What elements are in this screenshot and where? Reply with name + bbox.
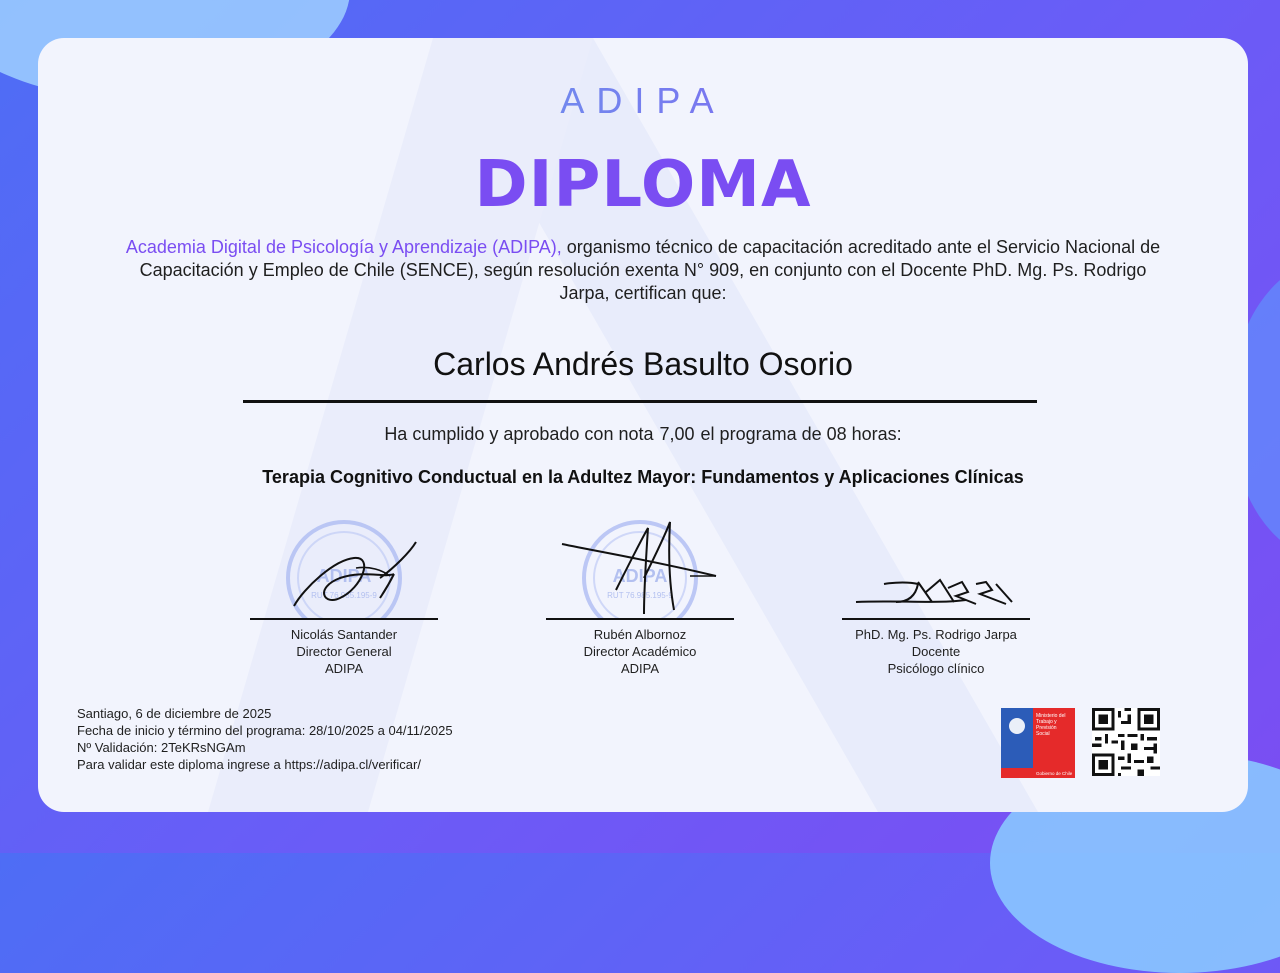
signature-seal-1 — [244, 518, 444, 618]
signatory-org: ADIPA — [324, 661, 364, 676]
signatory-info — [816, 626, 1056, 677]
diploma-card — [38, 38, 1248, 812]
svg-text:ADIPA: ADIPA — [612, 566, 668, 586]
svg-text:RUT 76.985.195-9: RUT 76.985.195-9 — [607, 591, 673, 600]
page-title: DIPLOMA — [474, 148, 812, 222]
signatory-role: Docente — [911, 644, 961, 659]
ministerio-trabajo-logo-icon — [1001, 708, 1075, 778]
adipa-logo: ADIPA — [38, 80, 1248, 122]
svg-text:ADIPA: ADIPA — [316, 566, 372, 586]
program-title: Terapia Cognitivo Conductual en la Adultez Mayor: Fundamentos y Aplicaciones Clínicas — [262, 467, 1024, 487]
verify-text: Para validar este diploma ingrese a https://adipa.cl/verificar/ — [77, 757, 421, 772]
signatory-org: Psicólogo clínico — [887, 661, 985, 676]
intro-paragraph — [38, 236, 1248, 305]
signatory-org: ADIPA — [620, 661, 660, 676]
svg-text:Gobierno de Chile: Gobierno de Chile — [1036, 771, 1073, 776]
svg-text:Social: Social — [1036, 731, 1050, 737]
signatory-role: Director Académico — [583, 644, 697, 659]
recipient-name: Carlos Andrés Basulto Osorio — [433, 346, 853, 382]
organization-name: Academia Digital de Psicología y Aprendizaje (ADIPA), — [125, 237, 562, 257]
svg-text:Trabajo y: Trabajo y — [1036, 719, 1057, 725]
diploma-footer — [77, 705, 453, 773]
validation-code: 2TeKRsNGAm — [161, 740, 246, 755]
grade-value: 7,00 — [659, 424, 695, 444]
place-date: Santiago, 6 de diciembre de 2025 — [77, 706, 272, 721]
intro-text: organismo técnico de capacitación acreditado ante el Servicio Nacional de Capacitación y Empleo de Chile (SENCE), según resolución exenta N° 909, en conjunto con el Docente PhD. Mg. Ps. Rodrigo Jarpa, certifican que: — [139, 237, 1161, 303]
approval-line — [38, 424, 1248, 445]
signature-line — [546, 618, 734, 620]
validation-label: Nº Validación: — [77, 740, 158, 755]
signatory-name: Nicolás Santander — [290, 627, 398, 642]
signature-line — [842, 618, 1030, 620]
signatory-role: Director General — [296, 644, 392, 659]
svg-text:RUT 76.985.195-9: RUT 76.985.195-9 — [311, 591, 377, 600]
signatory-name: PhD. Mg. Ps. Rodrigo Jarpa — [855, 627, 1017, 642]
signatory-info — [224, 626, 464, 677]
signature-jarpa — [836, 518, 1036, 618]
svg-text:Previsión: Previsión — [1036, 725, 1057, 731]
approval-prefix: Ha cumplido y aprobado con nota — [384, 424, 654, 444]
signatory-info — [520, 626, 760, 677]
signatory-name: Rubén Albornoz — [593, 627, 687, 642]
signature-seal-2 — [540, 518, 740, 618]
approval-suffix: el programa de 08 horas: — [700, 424, 902, 444]
signature-line — [250, 618, 438, 620]
name-underline — [243, 400, 1037, 403]
qr-code-icon — [1092, 708, 1160, 776]
svg-text:Ministerio del: Ministerio del — [1036, 713, 1066, 719]
program-dates: Fecha de inicio y término del programa: 28/10/2025 a 04/11/2025 — [77, 723, 453, 738]
validation-line — [77, 739, 453, 756]
